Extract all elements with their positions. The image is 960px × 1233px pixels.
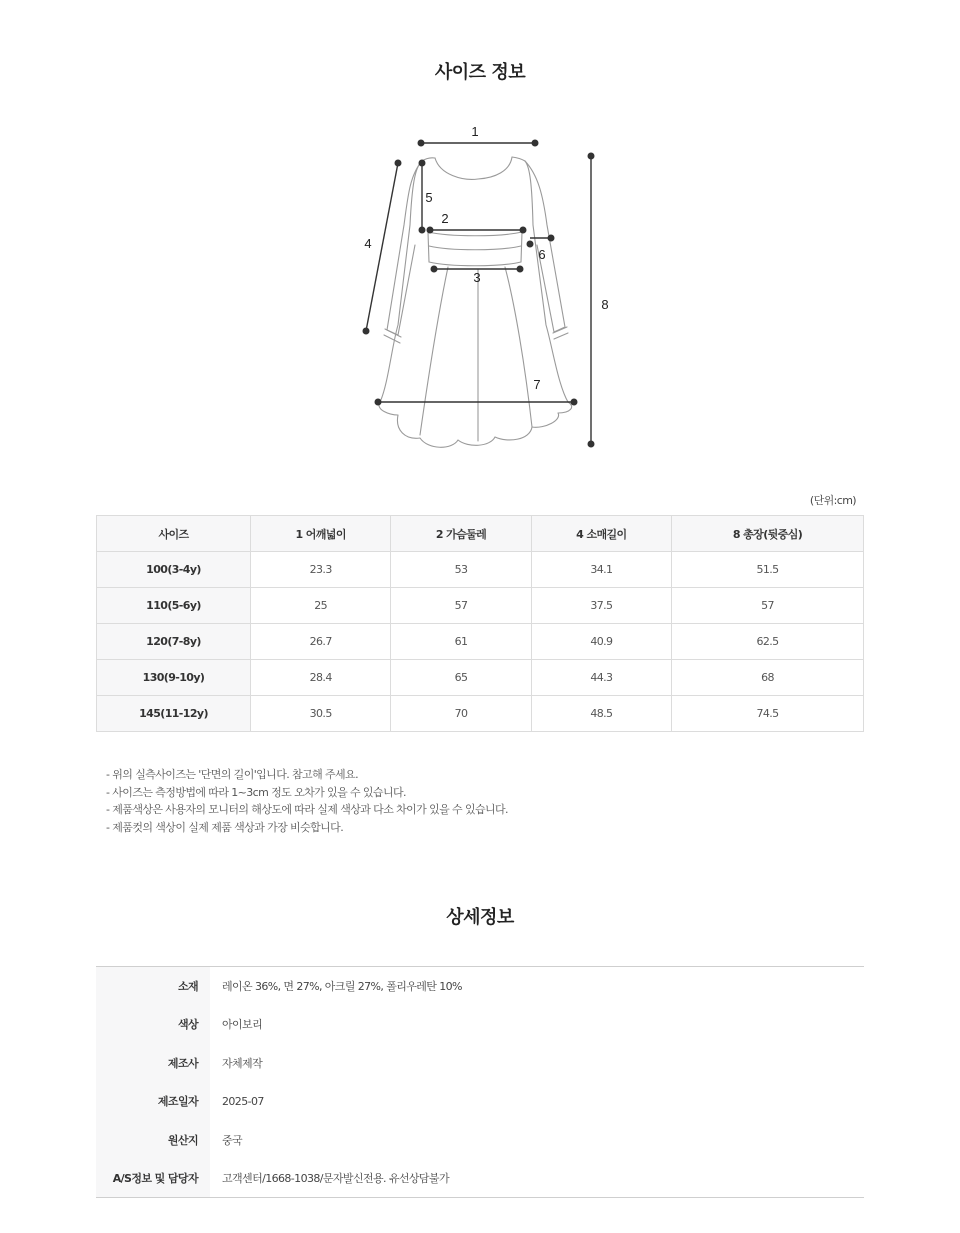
label-1: 1 <box>471 124 479 139</box>
detail-table <box>96 966 864 1198</box>
header-shoulder: 1 어깨넓이 <box>251 516 391 552</box>
table-cell: 23.3 <box>251 552 391 588</box>
table-row <box>97 696 864 732</box>
table-cell: 57 <box>672 588 864 624</box>
detail-row-material <box>96 967 864 1006</box>
note-item: - 사이즈는 측정방법에 따라 1~3cm 정도 오차가 있을 수 있습니다. <box>106 785 406 799</box>
detail-value: 2025-07 <box>222 1094 264 1108</box>
table-cell: 65 <box>391 660 531 696</box>
detail-label: A/S정보 및 담당자 <box>96 1159 210 1198</box>
label-8: 8 <box>601 297 609 312</box>
detail-label: 제조일자 <box>96 1082 210 1121</box>
table-cell: 74.5 <box>672 696 864 732</box>
detail-row-origin <box>96 1121 864 1160</box>
label-4: 4 <box>364 236 372 251</box>
label-6: 6 <box>538 247 546 262</box>
table-cell: 51.5 <box>672 552 864 588</box>
detail-info-title: 상세정보 <box>446 907 514 928</box>
size-notes <box>106 766 508 836</box>
table-cell: 62.5 <box>672 624 864 660</box>
size-cell: 110(5-6y) <box>97 588 251 624</box>
table-cell: 25 <box>251 588 391 624</box>
table-cell: 70 <box>391 696 531 732</box>
table-row <box>97 660 864 696</box>
size-cell: 100(3-4y) <box>97 552 251 588</box>
table-cell: 30.5 <box>251 696 391 732</box>
detail-row-color <box>96 1005 864 1044</box>
detail-row-as-contact <box>96 1159 864 1198</box>
detail-value: 레이온 36%, 면 27%, 아크릴 27%, 폴리우레탄 10% <box>222 980 462 993</box>
label-5: 5 <box>425 190 433 205</box>
detail-label: 제조사 <box>96 1044 210 1083</box>
note-item: - 제품컷의 색상이 실제 제품 색상과 가장 비슷합니다. <box>106 820 344 834</box>
header-chest: 2 가슴둘레 <box>391 516 531 552</box>
size-table <box>96 515 864 732</box>
dress-outline <box>379 157 572 447</box>
detail-value: 아이보리 <box>222 1018 263 1032</box>
size-cell: 145(11-12y) <box>97 696 251 732</box>
detail-row-date <box>96 1082 864 1121</box>
size-cell: 130(9-10y) <box>97 660 251 696</box>
table-cell: 37.5 <box>531 588 671 624</box>
detail-label: 소재 <box>96 967 210 1006</box>
unit-label: (단위:cm) <box>809 494 856 507</box>
table-cell: 53 <box>391 552 531 588</box>
table-row <box>97 624 864 660</box>
detail-label: 원산지 <box>96 1121 210 1160</box>
detail-row-manufacturer <box>96 1044 864 1083</box>
table-cell: 34.1 <box>531 552 671 588</box>
label-2: 2 <box>441 211 449 226</box>
table-cell: 40.9 <box>531 624 671 660</box>
table-cell: 61 <box>391 624 531 660</box>
table-cell: 44.3 <box>531 660 671 696</box>
label-3: 3 <box>473 270 481 285</box>
table-cell: 68 <box>672 660 864 696</box>
detail-label: 색상 <box>96 1005 210 1044</box>
header-sleeve: 4 소매길이 <box>531 516 671 552</box>
table-cell: 57 <box>391 588 531 624</box>
table-cell: 48.5 <box>531 696 671 732</box>
header-length: 8 총장(뒷중심) <box>672 516 864 552</box>
detail-value: 고객센터/1668-1038/문자발신전용. 유선상담불가 <box>222 1172 449 1185</box>
table-row <box>97 588 864 624</box>
table-row <box>97 552 864 588</box>
dress-measurement-diagram <box>340 115 640 460</box>
size-info-title: 사이즈 정보 <box>434 62 526 83</box>
header-size: 사이즈 <box>97 516 251 552</box>
table-cell: 28.4 <box>251 660 391 696</box>
size-cell: 120(7-8y) <box>97 624 251 660</box>
detail-value: 중국 <box>222 1133 243 1147</box>
note-item: - 제품색상은 사용자의 모니터의 해상도에 따라 실제 색상과 다소 차이가 있을 수 있습니다. <box>106 803 508 816</box>
note-item: - 위의 실측사이즈는 '단면의 길이'입니다. 참고해 주세요. <box>106 768 358 781</box>
size-table-header-row <box>97 516 864 552</box>
detail-value: 자체제작 <box>222 1056 263 1070</box>
table-cell: 26.7 <box>251 624 391 660</box>
label-7: 7 <box>533 377 541 392</box>
